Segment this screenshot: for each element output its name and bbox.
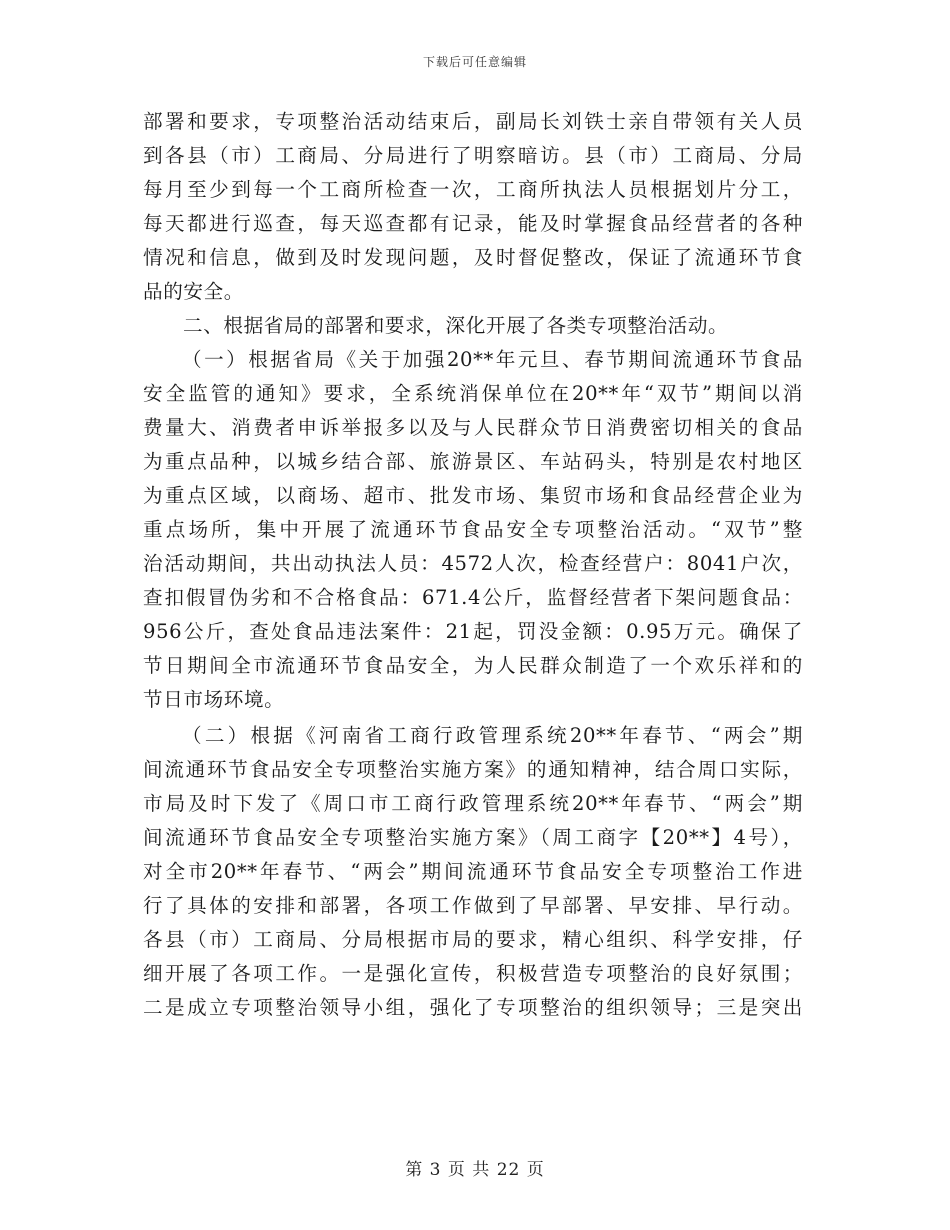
text-line: 每天都进行巡查，每天巡查都有记录，能及时掌握食品经营者的各种 <box>143 212 803 235</box>
text-line: 二是成立专项整治领导小组，强化了专项整治的组织领导；三是突出 <box>143 996 803 1019</box>
page-header: 下载后可任意编辑 <box>422 55 527 69</box>
text-line: 间流通环节食品安全专项整治实施方案》（周工商字【20**】4号）， <box>143 826 803 849</box>
page-number: 第 3 页 共 22 页 <box>405 1160 545 1180</box>
text-line: 对全市20**年春节、“两会”期间流通环节食品安全专项整治工作进 <box>143 860 803 883</box>
text-line: 956公斤，查处食品违法案件：21起，罚没金额：0.95万元。确保了 <box>143 620 803 643</box>
text-line: 情况和信息，做到及时发现问题，及时督促整改，保证了流通环节食 <box>143 246 803 269</box>
text-line: 市局及时下发了《周口市工商行政管理系统20**年春节、“两会”期 <box>143 792 803 815</box>
text-line: 各县（市）工商局、分局根据市局的要求，精心组织、科学安排，仔 <box>143 928 803 951</box>
text-line: （一）根据省局《关于加强20**年元旦、春节期间流通环节食品 <box>182 348 803 371</box>
text-line: 为重点区域，以商场、超市、批发市场、集贸市场和食品经营企业为 <box>143 484 803 507</box>
text-line: 重点场所，集中开展了流通环节食品安全专项整治活动。“双节”整 <box>143 518 803 541</box>
text-line: 到各县（市）工商局、分局进行了明察暗访。县（市）工商局、分局 <box>143 144 803 167</box>
text-line: 每月至少到每一个工商所检查一次，工商所执法人员根据划片分工， <box>143 178 803 201</box>
text-line: 治活动期间，共出动执法人员：4572人次，检查经营户：8041户次， <box>143 552 803 575</box>
text-line: 间流通环节食品安全专项整治实施方案》的通知精神，结合周口实际， <box>143 758 803 781</box>
text-line: 节日市场环境。 <box>143 688 285 711</box>
section-heading: 二、根据省局的部署和要求，深化开展了各类专项整治活动。 <box>183 314 729 337</box>
text-line: 部署和要求，专项整治活动结束后，副局长刘铁士亲自带领有关人员 <box>143 110 803 133</box>
text-line: 行了具体的安排和部署，各项工作做到了早部署、早安排、早行动。 <box>143 894 803 917</box>
text-line: 细开展了各项工作。一是强化宣传，积极营造专项整治的良好氛围； <box>143 962 803 985</box>
text-line: 品的安全。 <box>143 280 244 303</box>
text-line: 为重点品种，以城乡结合部、旅游景区、车站码头，特别是农村地区 <box>143 450 803 473</box>
text-line: 查扣假冒伪劣和不合格食品：671.4公斤，监督经营者下架问题食品： <box>143 586 803 609</box>
document-body <box>143 105 803 1025</box>
text-line: 费量大、消费者申诉举报多以及与人民群众节日消费密切相关的食品 <box>143 416 803 439</box>
text-line: 节日期间全市流通环节食品安全，为人民群众制造了一个欢乐祥和的 <box>143 654 803 677</box>
text-line: （二）根据《河南省工商行政管理系统20**年春节、“两会”期 <box>182 724 803 747</box>
text-line: 安全监管的通知》要求，全系统消保单位在20**年“双节”期间以消 <box>143 382 803 405</box>
